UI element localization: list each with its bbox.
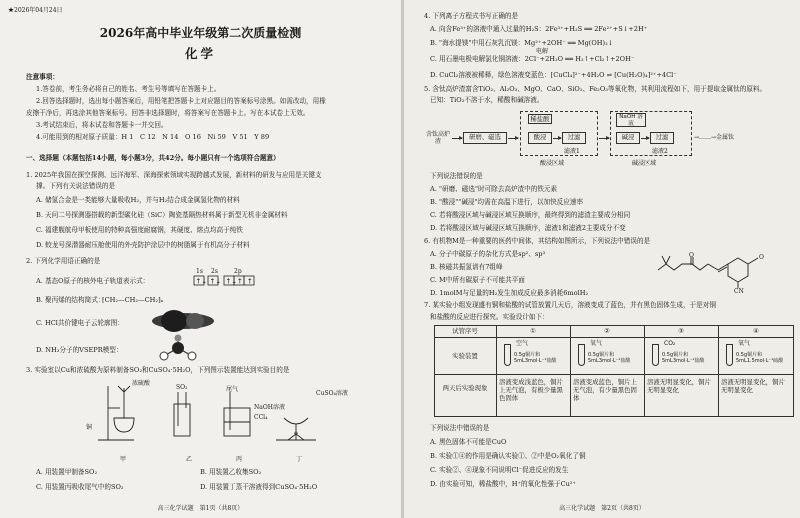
table-rule (496, 325, 497, 417)
molecule-o-label: O (689, 252, 694, 259)
notice-heading: 注意事项： (26, 73, 59, 81)
tube-gas-label: CO₂ (664, 340, 676, 347)
label-copper: 铜 (86, 424, 93, 431)
table-result-cell: 溶液无明显变化，铜片无明显变化 (647, 378, 711, 394)
table-result-cell: 溶液无明显变化，铜片无明显变化 (721, 378, 785, 394)
q7-option-a: A. 黑色固体不可能是CuO (430, 438, 507, 446)
q4-c-condition: 电解 (536, 48, 549, 55)
notice-2b: 皮擦干净后，再选涂其他答案标号。回答非选择题时，将答案写在答题卡上。写在本试卷上无效。 (26, 109, 310, 117)
page-right (404, 0, 800, 518)
q5-option-c: C. 若将酸浸区域与碱浸区域互换顺序，最终得到的滤渣主要成分相同 (430, 211, 631, 219)
q1-option-a: A. 储氢合金是一类能够大量吸收H₂，并与H₂结合成金属氢化物的材料 (36, 196, 240, 204)
panel-label-jia: 甲 (120, 456, 127, 463)
experiment-table (434, 325, 794, 417)
flow-box-grind: 研磨、磁选 (463, 132, 507, 144)
flow-box-acid-leach: 酸浸 (528, 132, 552, 144)
q7-stem: 7. 某实验小组发现盛有铜和盐酸的试管放置几天后，溶液变成了蓝色，并有黑色固体生成，于是对铜 (424, 301, 716, 309)
tube-contents: 0.5g铜片和5mL3mol·L⁻¹盐酸 (588, 352, 631, 364)
test-tube (504, 344, 511, 366)
q3-option-d: D. 用装置丁蒸干溶液得到CuSO₄·5H₂O (200, 483, 318, 491)
test-tube (726, 344, 733, 366)
q6-option-b: B. 核磁共振氢谱有7组峰 (430, 263, 503, 271)
svg-text:↑: ↑ (237, 277, 243, 286)
panel-label-ding: 丁 (296, 456, 303, 463)
orbital-label-1s: 1s (196, 268, 203, 275)
tube-gas-label: 氧气 (738, 340, 751, 347)
table-header-cell: ② (604, 327, 610, 335)
panel-label-bing: 丙 (236, 456, 243, 463)
flow-arrow (599, 138, 609, 139)
svg-text:↑↓: ↑↓ (195, 277, 208, 286)
table-row-label: 实验装置 (452, 352, 478, 360)
nh3-vsepr-model-image (158, 334, 198, 362)
q2-option-d: D. NH₃分子的VSEPR模型： (36, 346, 123, 354)
test-tube (652, 344, 659, 366)
flow-box-alkali-leach: 碱浸 (616, 132, 640, 144)
q5-option-a: A. "研磨、磁选"时可除去高炉渣中的铁元素 (430, 185, 558, 193)
q4-option-d: D. CuCl₂溶液被稀释，绿色溶液变蓝色：[CuCl₄]²⁻+4H₂O ⇌ [Cu(H₂O)₄]²⁺+4Cl⁻ (430, 71, 677, 79)
q3-option-b: B. 用装置乙收集SO₂ (200, 468, 262, 476)
q5-question: 下列说法错误的是 (430, 172, 483, 180)
flow-box-filter-2: 过滤 (650, 132, 674, 144)
tube-contents: 0.5g铜片和5mL1.5mol·L⁻¹硫酸 (736, 352, 784, 364)
table-result-cell: 溶液变成浅蓝色，铜片上无气泡，有极少量黑色固体 (499, 378, 563, 402)
page-footer-left: 高三化学试题 第1页（共8页） (157, 505, 244, 512)
table-header-cell: ③ (678, 327, 684, 335)
q4-option-a: A. 向含Fe³⁺的溶液中通入过量的H₂S：2Fe³⁺+H₂S ══ 2Fe²⁺+S↓+2H⁺ (430, 25, 648, 33)
exam-title: 2026年高中毕业年级第二次质量检测 (99, 26, 302, 40)
q1-option-c: C. 福建舰航母甲板使用的特种高强度耐腐钢，其硬度、熔点均高于纯铁 (36, 226, 243, 234)
panel-label-yi: 乙 (186, 456, 193, 463)
q7-option-d: D. 由实验可知，稀盐酸中，H⁺的氧化性强于Cu²⁺ (430, 480, 576, 488)
table-row-label: 两天后实验现象 (442, 384, 488, 392)
zone-acid-label: 酸浸区域 (540, 160, 565, 167)
zone-alkali-label: 碱浸区域 (632, 160, 657, 167)
label-naoh: NaOH溶液 (254, 404, 285, 411)
q2-option-b: B. 聚丙烯的结构简式： (36, 296, 105, 304)
molecule-ome-label: O (759, 254, 764, 261)
q2-stem: 2. 下列化学用语正确的是 (26, 257, 101, 265)
hcl-electron-cloud-image (150, 308, 216, 334)
label-ccl4: CCl₄ (254, 414, 268, 421)
flow-filtrate-1: 滤液1 (564, 148, 580, 155)
table-rule (434, 337, 794, 338)
flow-filtrate-2: 滤液2 (652, 148, 668, 155)
q7-option-b: B. 实验①④的作用是确认实验①、②中是O₂氧化了铜 (430, 452, 586, 460)
tube-contents: 0.5g铜片和5mL3mol·L⁻¹盐酸 (662, 352, 705, 364)
table-header-cell: ④ (753, 327, 759, 335)
q7-option-c: C. 实验②、④现象不同说明Cl⁻促进反应的发生 (430, 466, 569, 474)
q6-option-d: D. 1molM与足量的H₂发生加成反应最多消耗6molH₂ (430, 289, 589, 297)
orbital-label-2s: 2s (211, 268, 218, 275)
orbital-label-2p: 2p (234, 268, 242, 275)
flow-arrow (508, 138, 518, 139)
label-conc-h2so4: 浓硫酸 (132, 380, 151, 387)
notice-1: 1.答卷前，考生务必将自己的姓名、考生号等填写在答题卡上。 (36, 85, 221, 93)
q4-option-c: C. 用石墨电极电解氯化铜溶液：2Cl⁻+2H₂O ══ H₂↑+Cl₂↑+2OH⁻ (430, 55, 635, 63)
table-rule (718, 325, 719, 417)
tube-gas-label: 空气 (516, 340, 529, 347)
flow-box-acid: 稀盐酸 (528, 114, 552, 124)
exam-date: ★2026年04月24日 (8, 7, 63, 14)
flow-box-filter-1: 过滤 (562, 132, 586, 144)
q5-stem: 5. 含钛高炉渣富含TiO₂、Al₂O₃、MgO、CaO、SiO₂、Fe₂O₃等氧化物，其利用流程如下，用于提取金属钛的原料。 (424, 85, 767, 93)
flow-arrow (452, 138, 462, 139)
q5-given: 已知：TiO₂不溶于水，稀酸和碱溶液。 (430, 96, 544, 104)
q1-stem-2: 撑。下列有关说法错误的是 (36, 182, 116, 190)
label-cuso4: CuSO₄溶液 (316, 390, 348, 397)
molecule-m-structure (652, 244, 792, 290)
svg-text:↑↓: ↑↓ (225, 277, 238, 286)
table-result-cell: 溶液变成蓝色，铜片上无气泡，有少量黑色固体 (573, 378, 637, 402)
notice-4: 4.可能用到的相对原子质量：H 1 C 12 N 14 O 16 Ni 59 V 51 Y 89 (36, 133, 270, 141)
molecule-cn-label: CN (734, 288, 744, 295)
q6-stem: 6. 有机物M是一种重要的医药中间体，其结构如图所示，下列说法中错误的是 (424, 237, 651, 245)
flow-arrow (553, 138, 561, 139)
exam-subject: 化学 (184, 46, 216, 61)
flow-end: →……→金属钛 (694, 134, 735, 141)
q7-question: 下列说法中错误的是 (430, 424, 490, 432)
q5-option-d: D. 若将酸浸区域与碱浸区域互换顺序，滤液1和滤液2主要成分不变 (430, 224, 626, 232)
table-header-cell: 试管序号 (452, 327, 478, 335)
q4-stem: 4. 下列离子方程式书写正确的是 (424, 12, 519, 20)
tube-contents: 0.5g铜片和5mL3mol·L⁻¹盐酸 (514, 352, 557, 364)
notice-2: 2.回答选择题时，选出每小题答案后，用铅笔把答题卡上对应题目的答案标号涂黑。如需改动，用橡 (36, 97, 326, 105)
table-header-cell: ① (530, 327, 536, 335)
label-tail-gas: 尾气 (226, 386, 239, 393)
notice-3: 3.考试结束后，将本试卷和答题卡一并交回。 (36, 121, 168, 129)
q2-option-a: A. 基态O原子的核外电子轨道表示式： (36, 277, 150, 285)
svg-text:↑: ↑ (247, 277, 253, 286)
q2-option-c: C. HCl共价键电子云轮廓图： (36, 319, 124, 327)
flow-arrow (641, 138, 649, 139)
tube-gas-label: 氧气 (590, 340, 603, 347)
orbital-diagram (193, 275, 263, 286)
flow-start: 含钛高炉渣 (425, 131, 450, 145)
q7-stem-2: 和盐酸的反应进行探究。实验设计如下： (430, 313, 549, 321)
table-rule (644, 325, 645, 417)
table-rule (570, 325, 571, 417)
q4-option-b: B. "海水提镁"中用石灰乳沉镁：Mg²⁺+2OH⁻ ══ Mg(OH)₂↓ (430, 39, 614, 47)
q6-option-a: A. 分子中碳原子的杂化方式是sp²、sp³ (430, 250, 546, 258)
q1-option-d: D. 蛟龙号深潜器耐压舱使用的外壳防护涂层中的树脂属于有机高分子材料 (36, 241, 250, 249)
q5-option-b: B. "酸浸""碱浸"均需在高温下进行，以加快反应速率 (430, 198, 584, 206)
label-so2: SO₂ (176, 384, 188, 391)
q2-option-b-formula: ⁅CH₂—CH₂—CH₂⁆ₙ (102, 296, 164, 304)
q6-option-c: C. M中所有碳原子不可能共平面 (430, 276, 525, 284)
test-tube (578, 344, 585, 366)
q3-option-a: A. 用装置甲制备SO₂ (36, 468, 98, 476)
svg-text:↑↓: ↑↓ (209, 277, 222, 286)
table-rule (434, 374, 794, 375)
section-heading: 一、选择题（本题包括14小题，每小题3分，共42分。每小题只有一个选项符合题意） (26, 154, 280, 162)
q1-option-b: B. 天问二号探测器搭载的新型碳化硅（SiC）陶瓷基隔热材料属于新型无机非金属材料 (36, 211, 288, 219)
q3-apparatus-diagram (90, 378, 350, 454)
flow-box-naoh: NaOH 溶液 (616, 113, 646, 127)
q1-stem: 1. 2025年我国在探空探测、远洋海军、深海探索领域实现跨越式发展，新材料的研发与应用是关键支 (26, 171, 322, 179)
page-footer-right: 高三化学试题 第2页（共8页） (559, 505, 645, 512)
q3-stem: 3. 实验室以Cu和浓硫酸为原料制备SO₂和CuSO₄·5H₂O，下列图示装置能达到实验目的是 (26, 366, 290, 374)
q3-option-c: C. 用装置丙吸收尾气中的SO₂ (36, 483, 124, 491)
